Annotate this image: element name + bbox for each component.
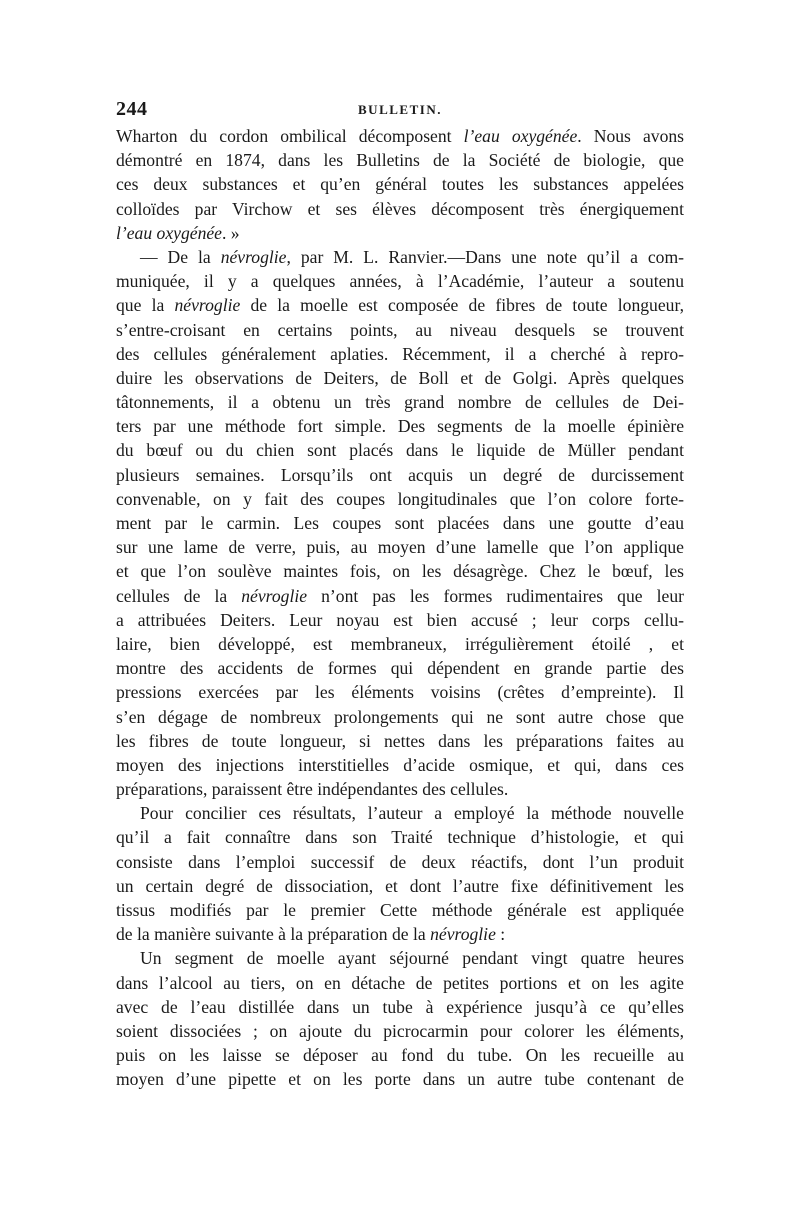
text-line: soient dissociées ; on ajoute du picrocarmin pour colorer les éléments,	[116, 1020, 684, 1041]
text-line: les fibres de toute longueur, si nettes dans les préparations faites au	[116, 730, 684, 751]
text-line: que la névroglie de la moelle est composée de fibres de toute longueur,	[116, 295, 684, 316]
text-line: moyen d’une pipette et on les porte dans un autre tube contenant de	[116, 1069, 684, 1090]
running-head: BULLETIN.	[358, 102, 442, 117]
text-line: colloïdes par Virchow et ses élèves décomposent très énergiquement	[116, 198, 684, 219]
text-line: a attribuées Deiters. Leur noyau est bien accusé ; leur corps cellu-	[116, 609, 684, 630]
text-line: muniquée, il y a quelques années, à l’Académie, l’auteur a soutenu	[116, 271, 684, 292]
page-header	[116, 98, 684, 124]
text-line: démontré en 1874, dans les Bulletins de la Société de biologie, que	[116, 150, 684, 171]
text-line: ces deux substances et qu’en général toutes les substances appelées	[116, 174, 684, 195]
text-line: et que l’on soulève maintes fois, on les désagrège. Chez le bœuf, les	[116, 561, 684, 582]
body-text	[116, 124, 684, 1092]
text-line: consiste dans l’emploi successif de deux réactifs, dont l’un produit	[116, 851, 684, 872]
text-line: Un segment de moelle ayant séjourné pendant vingt quatre heures	[140, 948, 684, 969]
text-line: pressions exercées par les éléments voisins (crêtes d’empreinte). Il	[116, 682, 684, 703]
text-line: du bœuf ou du chien sont placés dans le liquide de Müller pendant	[116, 440, 684, 461]
text-line: — De la névroglie, par M. L. Ranvier.—Dans une note qu’il a com-	[140, 246, 684, 267]
text-line: l’eau oxygénée. »	[116, 222, 240, 243]
text-line: plusieurs semaines. Lorsqu’ils ont acquis un degré de durcissement	[116, 464, 684, 485]
text-line: laire, bien développé, est membraneux, irrégulièrement étoilé , et	[116, 633, 684, 654]
text-line: tissus modifiés par le premier Cette méthode générale est appliquée	[116, 900, 684, 920]
text-line: convenable, on y fait des coupes longitudinales que l’on colore forte-	[116, 488, 684, 509]
text-line: cellules de la névroglie n’ont pas les formes rudimentaires que leur	[116, 585, 685, 606]
text-line: des cellules généralement aplaties. Récemment, il a cherché à repro-	[116, 343, 684, 364]
text-line: préparations, paraissent être indépendantes des cellules.	[116, 779, 509, 800]
text-line: s’entre-croisant en certains points, au niveau desquels se trouvent	[116, 319, 684, 340]
text-line: ment par le carmin. Les coupes sont placées dans une goutte d’eau	[116, 513, 684, 533]
text-line: puis on les laisse se déposer au fond du tube. On les recueille au	[116, 1045, 684, 1066]
text-line: de la manière suivante à la préparation de la névroglie :	[116, 924, 506, 945]
text-line: dans l’alcool au tiers, on en détache de petites portions et on les agite	[116, 972, 684, 993]
text-line: avec de l’eau distillée dans un tube à expérience jusqu’à ce qu’elles	[116, 996, 684, 1017]
text-line: qu’il a fait connaître dans son Traité technique d’histologie, et qui	[116, 827, 684, 848]
document-page	[116, 98, 684, 1092]
text-line: Wharton du cordon ombilical décomposent l’eau oxygénée. Nous avons	[116, 126, 685, 146]
text-line: ters par une méthode fort simple. Des segments de la moelle épinière	[116, 416, 684, 437]
text-line: tâtonnements, il a obtenu un très grand nombre de cellules de Dei-	[116, 392, 684, 413]
text-line: un certain degré de dissociation, et dont l’autre fixe définitivement les	[116, 875, 684, 896]
text-line: duire les observations de Deiters, de Boll et de Golgi. Après quelques	[116, 367, 684, 388]
text-line: sur une lame de verre, puis, au moyen d’une lamelle que l’on applique	[116, 537, 684, 558]
text-line: montre des accidents de formes qui dépendent en grande partie des	[116, 658, 684, 679]
page-number: 244	[116, 98, 148, 120]
text-line: moyen des injections interstitielles d’acide osmique, et qui, dans ces	[116, 754, 684, 775]
text-line: s’en dégage de nombreux prolongements qui ne sont autre chose que	[116, 706, 684, 727]
text-line: Pour concilier ces résultats, l’auteur a employé la méthode nouvelle	[140, 803, 684, 824]
